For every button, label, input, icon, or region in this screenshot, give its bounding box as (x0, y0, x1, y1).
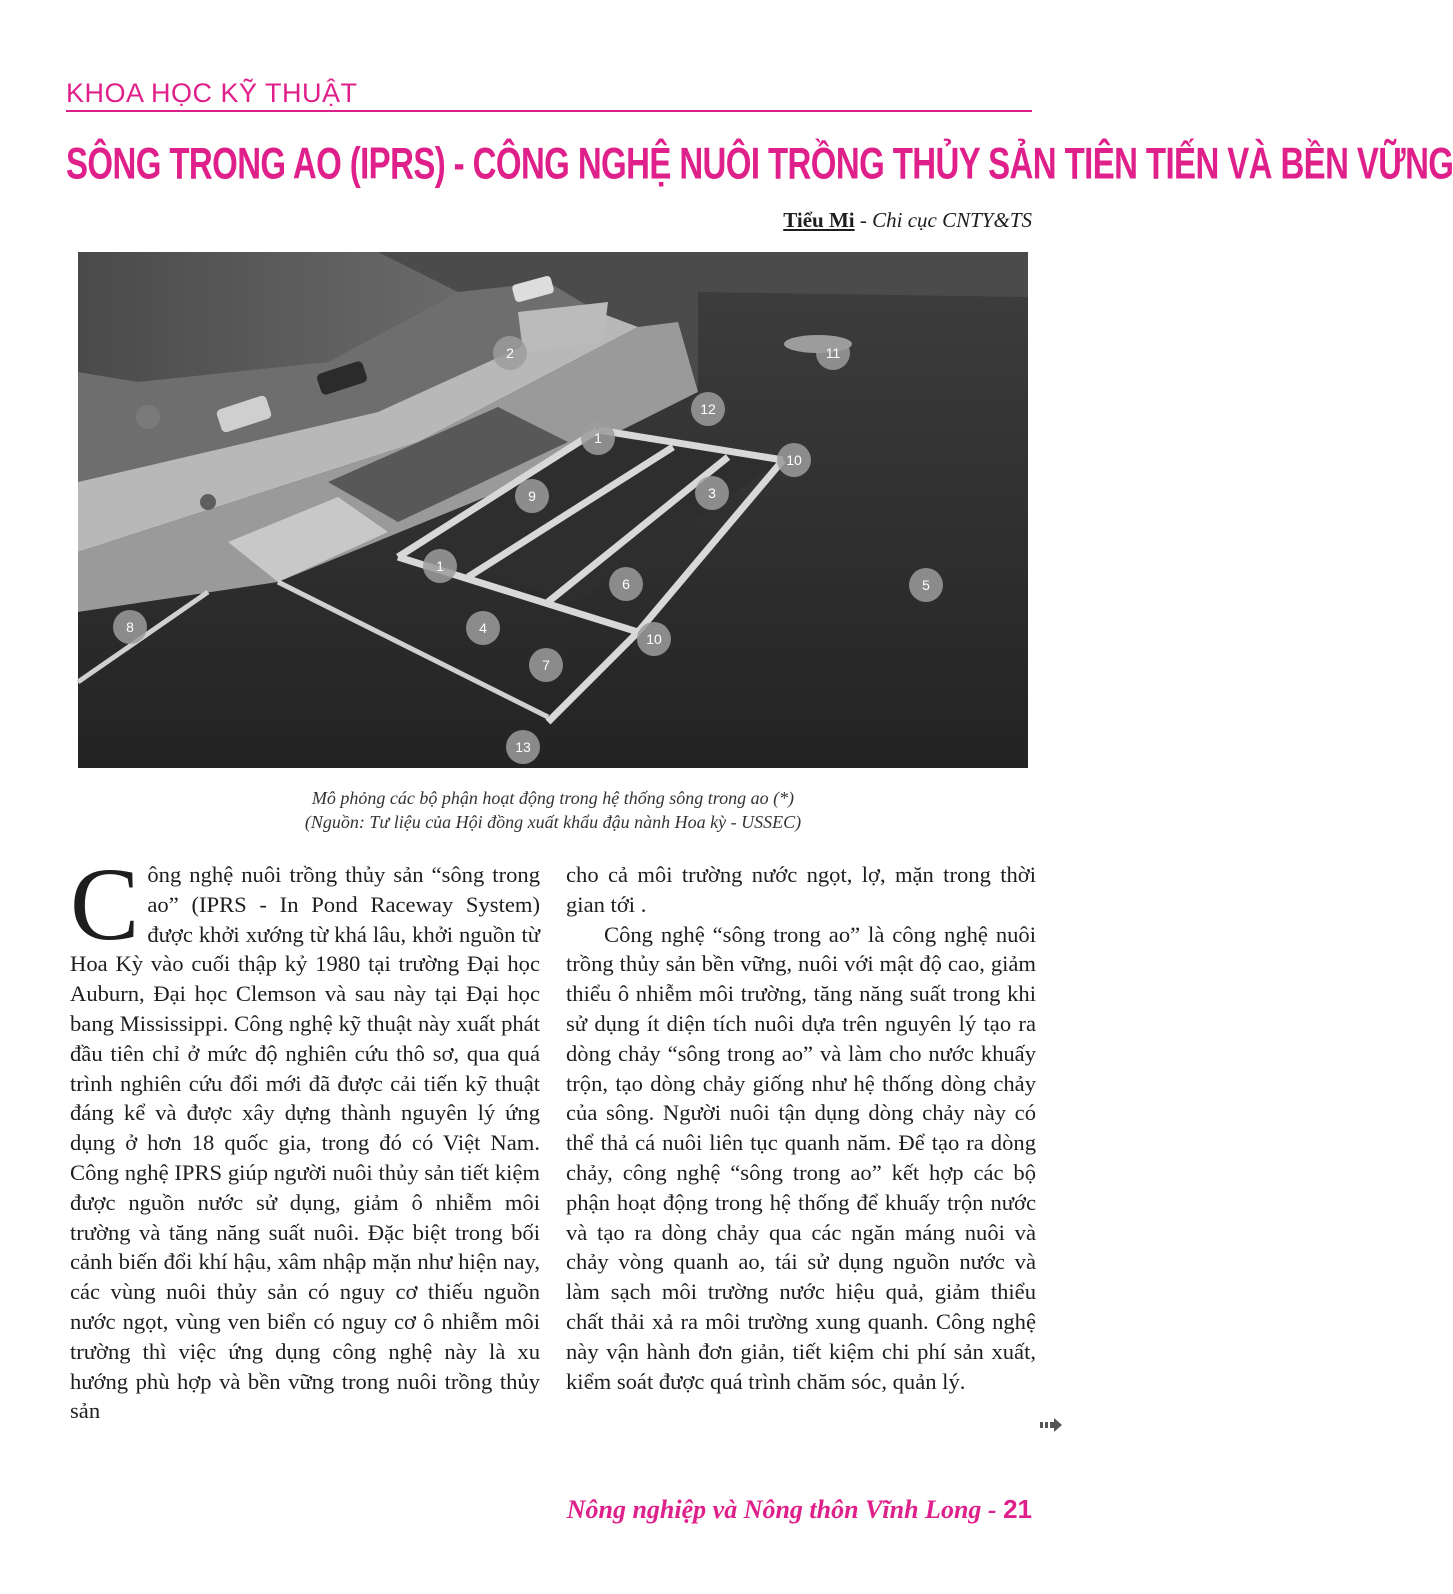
caption-line-1: Mô phỏng các bộ phận hoạt động trong hệ thống sông trong ao (*) (311, 788, 795, 808)
byline (783, 208, 1032, 233)
svg-text:1: 1 (594, 430, 602, 446)
marker-13 (506, 730, 540, 764)
tree (136, 405, 160, 429)
marker-8 (113, 610, 147, 644)
marker-1b (423, 549, 457, 583)
svg-text:2: 2 (506, 345, 514, 361)
section-divider (66, 110, 1032, 112)
aerial-photo (78, 252, 1028, 768)
svg-text:10: 10 (646, 631, 662, 647)
section-label: KHOA HỌC KỸ THUẬT (66, 78, 358, 108)
author-organization: Chi cục CNTY&TS (872, 208, 1032, 232)
marker-5 (909, 568, 943, 602)
paragraph-1-continued: cho cả môi trường nước ngọt, lợ, mặn trong thời gian tới . (566, 862, 1036, 917)
svg-text:3: 3 (708, 485, 716, 501)
paragraph-1 (70, 847, 540, 1426)
magazine-name: Nông nghiệp và Nông thôn Vĩnh Long (566, 1495, 982, 1524)
article-title: SÔNG TRONG AO (IPRS) - CÔNG NGHỆ NUÔI TRỒNG THỦY SẢN TIÊN TIẾN VÀ BỀN VỮNG (66, 138, 1453, 188)
author-name: Tiểu Mi (783, 208, 855, 232)
marker-4 (466, 611, 500, 645)
marker-7 (529, 648, 563, 682)
svg-text:5: 5 (922, 577, 930, 593)
footer-separator: - (981, 1495, 1004, 1524)
body-column-left (70, 847, 540, 1426)
svg-text:11: 11 (825, 345, 841, 361)
svg-text:1: 1 (436, 558, 444, 574)
figure-caption (78, 786, 1028, 834)
drop-cap: C (70, 847, 140, 962)
svg-text:7: 7 (542, 657, 550, 673)
svg-text:13: 13 (515, 739, 531, 755)
page-footer (567, 1494, 1032, 1525)
marker-10b (637, 622, 671, 656)
paragraph-2: Công nghệ “sông trong ao” là công nghệ nuôi trồng thủy sản bền vững, nuôi với mật độ cao, giảm thiểu ô nhiễm môi trường, tăng năng suất trong khi sử dụng ít diện tích nuôi dựa trên nguyên lý tạo ra dòng chảy “sông trong ao” và làm cho nước khuấy trộn, tạo dòng chảy giống như hệ thống dòng chảy của sông. Người nuôi tận dụng dòng chảy này có thể thả cá nuôi liên tục quanh năm. Để tạo ra dòng chảy, công nghệ “sông trong ao” kết hợp các bộ phận hoạt động trong hệ thống để khuấy trộn nước và tạo ra dòng chảy qua các ngăn máng nuôi và chảy vòng quanh ao, tái sử dụng nguồn nước và làm sạch môi trường nước hiệu quả, giảm thiểu chất thải xả ra môi trường xung quanh. Công nghệ này vận hành đơn giản, tiết kiệm chi phí sản xuất, kiểm soát được quá trình chăm sóc, quản lý. (566, 921, 1036, 1394)
marker-2 (493, 336, 527, 370)
paragraph-1-text: ông nghệ nuôi trồng thủy sản “sông trong ao” (IPRS - In Pond Raceway System) được khởi xướng từ khá lâu, khởi nguồn từ Hoa Kỳ vào cuối thập kỷ 1980 tại trường Đại học Auburn, Đại học Clemson và sau này tại Đại học bang Mississippi. Công nghệ kỹ thuật này xuất phát đầu tiên chỉ ở mức độ nghiên cứu thô sơ, qua quá trình nghiên cứu đổi mới đã được cải tiến kỹ thuật đáng kể và được xây dựng thành nguyên lý ứng dụng ở hơn 18 quốc gia, trong đó có Việt Nam. Công nghệ IPRS giúp người nuôi thủy sản tiết kiệm được nguồn nước sử dụng, giảm ô nhiễm môi trường và tăng năng suất nuôi. Đặc biệt trong bối cảnh biến đổi khí hậu, xâm nhập mặn như hiện nay, các vùng nuôi thủy sản có nguy cơ thiếu nguồn nước ngọt, vùng ven biển có nguy cơ ô nhiễm môi trường thì việc ứng dụng công nghệ này là xu hướng phù hợp và bền vững trong nuôi trồng thủy sản (70, 862, 540, 1424)
marker-9 (515, 479, 549, 513)
svg-text:6: 6 (622, 576, 630, 592)
svg-text:9: 9 (528, 488, 536, 504)
svg-text:4: 4 (479, 620, 487, 636)
caption-line-2: (Nguồn: Tư liệu của Hội đồng xuất khẩu đậu nành Hoa kỳ - USSEC) (304, 812, 802, 832)
tree (200, 494, 216, 510)
byline-separator: - (854, 208, 873, 232)
marker-3 (695, 476, 729, 510)
marker-1a (581, 421, 615, 455)
marker-12 (691, 392, 725, 426)
svg-text:10: 10 (786, 452, 802, 468)
marker-6 (609, 567, 643, 601)
marker-10a (777, 443, 811, 477)
svg-text:8: 8 (126, 619, 134, 635)
marker-11 (816, 336, 850, 370)
continue-arrow-icon (1040, 1418, 1062, 1432)
page-number: 21 (1003, 1494, 1032, 1524)
body-column-right (566, 860, 1036, 1396)
svg-text:12: 12 (700, 401, 716, 417)
